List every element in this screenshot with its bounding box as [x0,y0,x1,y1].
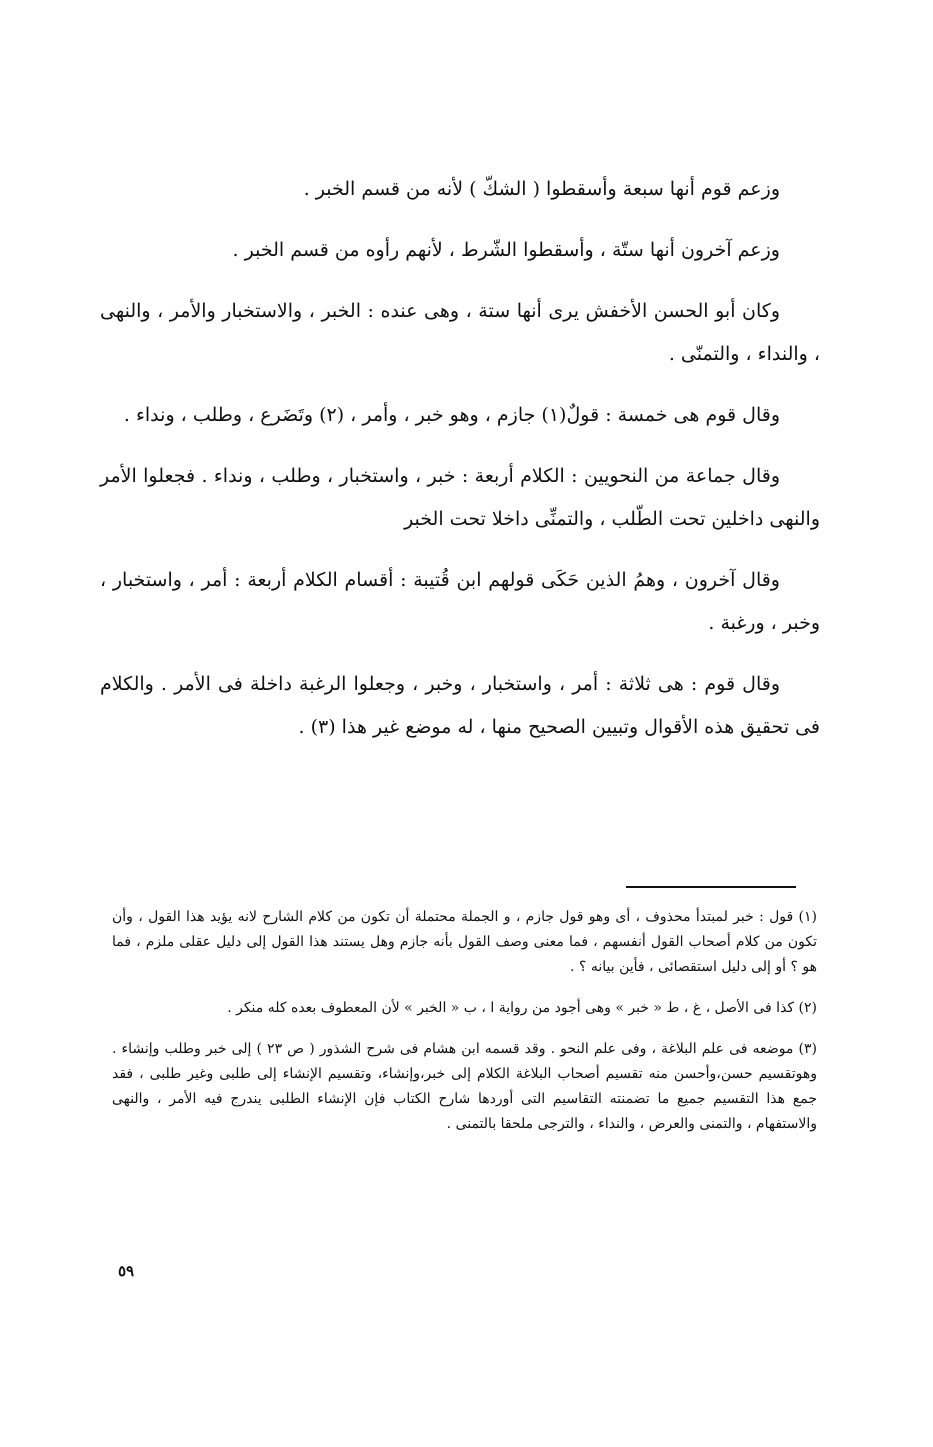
paragraph-seven-types: وزعم قوم أنها سبعة وأسقطوا ( الشكّ ) لأنه من قسم الخبر . [303,178,780,200]
main-text [100,168,820,767]
paragraph-five-types: وقال قوم هى خمسة : قولٌ(١) جازم ، وهو خبر ، وأمر ، (٢) وتَضَرع ، وطلب ، ونداء . [123,404,780,426]
paragraph-six-types: وزعم آخرون أنها ستّة ، وأسقطوا الشّرط ، لأنهم رأوه من قسم الخبر . [232,239,780,261]
footnote-3: (٣) موضعه فى علم البلاغة ، وفى علم النحو . وقد قسمه ابن هشام فى شرح الشذور ( ص ٢٣ ) إلى خبر وطلب وإنشاء . وهوتقسيم حسن،وأحسن منه تقسيم أصحاب البلاغة الكلام إلى خبر،وإنشاء، وتقسيم الإنشاء إلى طلبى وغير طلبى ، فقد جمع هذا التقسيم جميع ما تضمنته التقاسيم التى أوردها شارح الكتاب فإن الإنشاء الطلبى يندرج فيه الأمر ، والنهى والاستفهام ، والتمنى والعرض ، والنداء ، والترجى ملحقا بالتمنى . [112,1041,817,1132]
paragraph-ibn-qutayba: وقال آخرون ، وهمُ الذين حَكَى قولهم ابن قُتيبة : أقسام الكلام أربعة : أمر ، واستخبار ، وخبر ، ورغبة . [100,569,820,634]
footnote-separator [626,886,796,888]
paragraph-grammarians-four: وقال جماعة من النحويين : الكلام أربعة : خبر ، واستخبار ، وطلب ، ونداء . فجعلوا الأمر والنهى داخلين تحت الطّلب ، والتمنِّى داخلا تحت الخبر [100,465,820,530]
footnote-2: (٢) كذا فى الأصل ، غ ، ط « خبر » وهى أجود من رواية ا ، ب « الخبر » لأن المعطوف بعده كله منكر . [227,1000,817,1016]
footnote-1: (١) قول : خبر لمبتدأ محذوف ، أى وهو قول جازم ، و الجملة محتملة أن تكون من كلام الشارح لانه يؤيد هذا القول ، وأن تكون من كلام أصحاب القول أنفسهم ، فما معنى وصف القول بأنه جازم وهل يستند هذا القول إلى دليل عقلى ملزم ، فما هو ؟ أو إلى دليل استقصائى ، فأين بيانه ؟ . [112,909,817,975]
page-number: ٥٩ [118,1262,135,1280]
paragraph-three-types: وقال قوم : هى ثلاثة : أمر ، واستخبار ، وخبر ، وجعلوا الرغبة داخلة فى الأمر . والكلام فى تحقيق هذه الأقوال وتبيين الصحيح منها ، له موضع غير هذا (٣) . [100,673,820,738]
paragraph-akhfash: وكان أبو الحسن الأخفش يرى أنها ستة ، وهى عنده : الخبر ، والاستخبار والأمر ، والنهى ، والنداء ، والتمنّى . [100,300,820,365]
footnotes [112,905,817,1153]
